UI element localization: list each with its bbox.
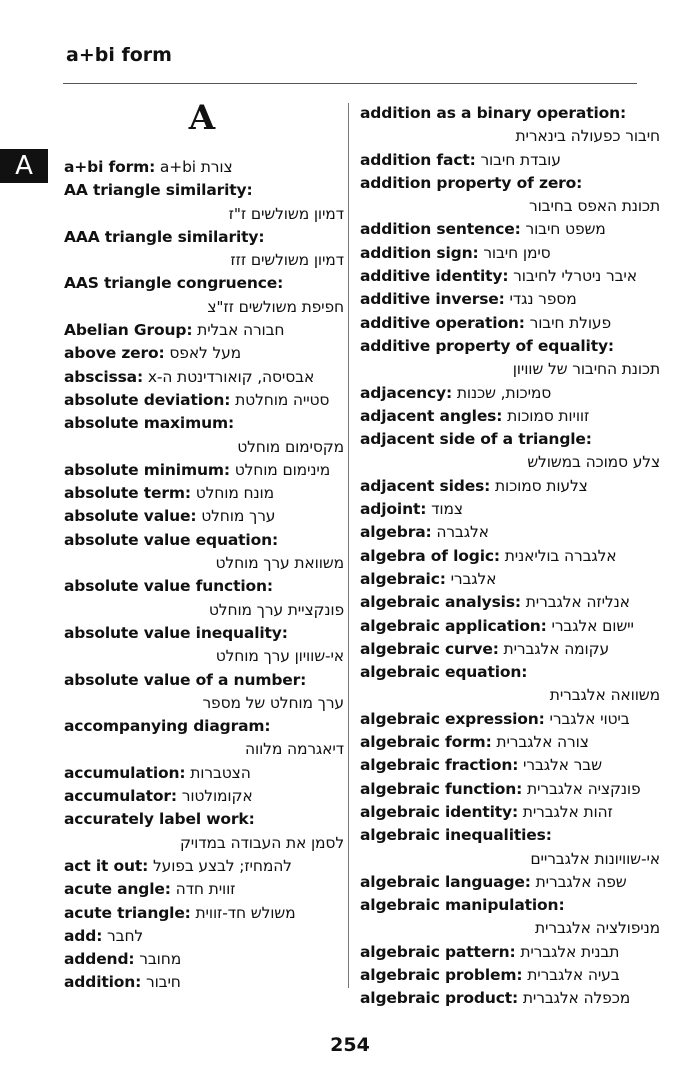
glossary-entry — [360, 335, 660, 382]
glossary-entry — [64, 715, 344, 762]
entry-term: absolute deviation: — [64, 390, 231, 409]
entry-translation: מכפלה אלגברית — [522, 989, 631, 1008]
entry-translation: לחבר — [107, 926, 144, 945]
entry-term: algebraic: — [360, 569, 446, 588]
glossary-entry — [360, 591, 660, 614]
glossary-entry — [64, 389, 344, 412]
glossary-entry — [64, 878, 344, 901]
entry-translation: פונקציה אלגברית — [527, 779, 641, 798]
entry-translation: משוואת ערך מוחלט — [215, 554, 344, 573]
entry-term: absolute value: — [64, 507, 197, 526]
entry-translation: פונקציית ערך מוחלט — [208, 600, 344, 619]
entry-translation: יישום אלגברי — [551, 616, 634, 635]
glossary-entry — [360, 172, 660, 219]
glossary-entry — [360, 987, 660, 1010]
entry-term: addend: — [64, 950, 135, 969]
entry-term: algebra of logic: — [360, 546, 500, 565]
glossary-entry — [360, 731, 660, 754]
entry-term: algebra: — [360, 523, 432, 542]
entry-translation: ערך מוחלט — [201, 507, 276, 526]
entry-term: accurately label work: — [64, 810, 255, 829]
entry-term: algebraic product: — [360, 989, 519, 1008]
glossary-entry — [360, 871, 660, 894]
glossary-entry — [64, 785, 344, 808]
entry-translation: חפיפת משולשים זז"צ — [207, 297, 344, 316]
entry-term: absolute value equation: — [64, 530, 279, 549]
entry-translation: אי-שוויונות אלגבריים — [530, 849, 660, 868]
entry-translation: דיאגרמה מלווה — [245, 740, 344, 759]
entry-term: absolute value of a number: — [64, 670, 307, 689]
glossary-entry — [360, 824, 660, 871]
entry-translation: צורה אלגברית — [496, 733, 589, 752]
entry-translation: דמיון משולשים זזז — [230, 251, 344, 270]
glossary-entry — [64, 156, 344, 179]
entry-translation: משוואה אלגברית — [549, 686, 660, 705]
glossary-entry — [64, 179, 344, 226]
entry-term: algebraic manipulation: — [360, 896, 565, 915]
entry-translation: פעולת חיבור — [529, 313, 611, 332]
glossary-entry — [64, 505, 344, 528]
column-divider — [348, 103, 349, 988]
entry-translation: מחובר — [139, 950, 182, 969]
entry-translation: מניפולציה אלגברית — [535, 919, 660, 938]
entry-term: algebraic function: — [360, 779, 523, 798]
glossary-entry — [64, 529, 344, 576]
entry-term: addition as a binary operation: — [360, 104, 627, 122]
entry-term: acute angle: — [64, 880, 171, 899]
glossary-entry — [360, 382, 660, 405]
glossary-entry — [64, 575, 344, 622]
entry-term: AAA triangle similarity: — [64, 227, 265, 246]
glossary-entry — [64, 366, 344, 389]
entry-term: adjacent angles: — [360, 406, 503, 425]
entry-term: algebraic identity: — [360, 802, 519, 821]
entry-term: addition property of zero: — [360, 173, 583, 192]
entry-term: addition fact: — [360, 150, 476, 169]
running-head: a+bi form — [66, 44, 172, 66]
entry-translation: אקומולטור — [181, 787, 253, 806]
entry-translation: משפט חיבור — [525, 220, 606, 239]
entry-term: adjacency: — [360, 383, 453, 402]
thumb-index-tab: A — [0, 149, 48, 183]
entry-term: algebraic application: — [360, 616, 547, 635]
entry-term: AA triangle similarity: — [64, 181, 253, 200]
glossary-entry — [360, 242, 660, 265]
entry-term: algebraic equation: — [360, 663, 528, 682]
left-column — [64, 156, 344, 995]
glossary-entry — [64, 459, 344, 482]
entry-term: AAS triangle congruence: — [64, 274, 284, 293]
glossary-entry — [64, 669, 344, 716]
glossary-entry — [360, 149, 660, 172]
entry-translation: זהות אלגברית — [522, 802, 613, 821]
entry-term: absolute value inequality: — [64, 623, 288, 642]
glossary-entry — [360, 521, 660, 544]
entry-translation: צורת a+bi — [159, 158, 233, 176]
entry-translation: דמיון משולשים ז"ז — [228, 204, 344, 223]
entry-term: abscissa: — [64, 367, 144, 386]
glossary-entry — [360, 475, 660, 498]
glossary-entry — [64, 342, 344, 365]
entry-translation: בעיה אלגברית — [527, 965, 620, 984]
right-column — [360, 102, 660, 1011]
entry-term: accompanying diagram: — [64, 717, 271, 736]
glossary-entry — [360, 964, 660, 987]
entry-term: a+bi form: — [64, 158, 156, 176]
entry-term: additive property of equality: — [360, 336, 614, 355]
glossary-entry — [360, 568, 660, 591]
entry-term: adjacent sides: — [360, 476, 491, 495]
entry-translation: איבר ניטרלי לחיבור — [513, 267, 637, 286]
entry-term: absolute term: — [64, 484, 191, 503]
entry-translation: זווית חדה — [175, 880, 236, 899]
entry-term: additive operation: — [360, 313, 525, 332]
glossary-entry — [360, 778, 660, 801]
glossary-entry — [360, 661, 660, 708]
glossary-entry — [360, 405, 660, 428]
entry-translation: אבסיסה, קואורדינטת ה-x — [147, 367, 315, 386]
entry-translation: מונח מוחלט — [195, 484, 274, 503]
entry-term: absolute value function: — [64, 577, 273, 596]
entry-translation: מינימום מוחלט — [234, 460, 331, 479]
glossary-entry — [64, 319, 344, 342]
entry-translation: תכונת החיבור של שוויון — [512, 360, 660, 379]
entry-term: accumulation: — [64, 763, 186, 782]
entry-translation: ערך מוחלט של מספר — [202, 693, 344, 712]
glossary-entry — [360, 801, 660, 824]
entry-translation: משולש חד-זווית — [195, 903, 296, 922]
glossary-entry — [360, 265, 660, 288]
glossary-entry — [360, 615, 660, 638]
entry-term: adjoint: — [360, 500, 427, 519]
glossary-entry — [64, 622, 344, 669]
entry-term: adjacent side of a triangle: — [360, 430, 592, 449]
entry-translation: להמחיז; לבצע בפועל — [153, 856, 292, 875]
entry-translation: הצטברות — [190, 763, 251, 782]
entry-translation: תכונת האפס בחיבור — [528, 197, 660, 216]
glossary-entry — [360, 941, 660, 964]
entry-term: Abelian Group: — [64, 321, 193, 340]
entry-term: algebraic expression: — [360, 709, 545, 728]
entry-translation: מקסימום מוחלט — [237, 437, 344, 456]
entry-term: algebraic analysis: — [360, 593, 521, 612]
entry-term: add: — [64, 926, 103, 945]
header-rule — [63, 83, 637, 84]
entry-translation: שבר אלגברי — [523, 756, 602, 775]
glossary-entry — [360, 638, 660, 661]
glossary-entry — [64, 226, 344, 273]
entry-translation: סטייה מוחלטת — [235, 390, 330, 409]
glossary-entry — [360, 312, 660, 335]
glossary-entry — [64, 925, 344, 948]
entry-translation: סימן חיבור — [483, 243, 551, 262]
entry-term: algebraic form: — [360, 733, 492, 752]
entry-translation: חיבור — [146, 973, 181, 992]
entry-translation: ביטוי אלגברי — [549, 709, 630, 728]
glossary-entry — [64, 412, 344, 459]
entry-translation: צמוד — [431, 500, 463, 519]
glossary-entry — [64, 971, 344, 994]
entry-translation: סמיכות, שכנות — [456, 383, 552, 402]
entry-translation: לסמן את העבודה במדויק — [179, 833, 344, 852]
entry-term: algebraic curve: — [360, 639, 499, 658]
section-letter-heading: A — [188, 98, 216, 138]
glossary-entry — [64, 948, 344, 971]
entry-translation: אנליזה אלגברית — [525, 593, 630, 612]
entry-translation: צלע סמוכה במשולש — [527, 453, 660, 472]
entry-term: additive inverse: — [360, 290, 505, 309]
entry-translation: עקומה אלגברית — [503, 639, 610, 658]
entry-term: algebraic problem: — [360, 965, 523, 984]
glossary-entry — [360, 102, 660, 149]
entry-term: algebraic pattern: — [360, 942, 516, 961]
entry-term: additive identity: — [360, 267, 509, 286]
entry-translation: חיבור כפעולה בינארית — [515, 127, 660, 146]
entry-translation: תבנית אלגברית — [520, 942, 620, 961]
entry-translation: צלעות סמוכות — [494, 476, 588, 495]
glossary-entry — [360, 708, 660, 731]
glossary-entry — [360, 545, 660, 568]
entry-term: algebraic inequalities: — [360, 826, 552, 845]
glossary-entry — [360, 218, 660, 241]
entry-translation: זוויות סמוכות — [507, 406, 590, 425]
glossary-entry — [64, 902, 344, 925]
entry-translation: מספר נגדי — [509, 290, 577, 309]
entry-translation: שפה אלגברית — [535, 872, 627, 891]
entry-term: act it out: — [64, 856, 149, 875]
entry-translation: אי-שוויון ערך מוחלט — [215, 647, 344, 666]
entry-translation: אלגברי — [450, 569, 497, 588]
glossary-entry — [64, 482, 344, 505]
glossary-entry — [64, 272, 344, 319]
entry-term: absolute minimum: — [64, 460, 230, 479]
entry-term: accumulator: — [64, 787, 177, 806]
glossary-entry — [360, 894, 660, 941]
entry-translation: אלגברה — [436, 523, 489, 542]
glossary-entry — [64, 855, 344, 878]
entry-term: addition sentence: — [360, 220, 521, 239]
entry-term: absolute maximum: — [64, 414, 235, 433]
page-number: 254 — [330, 1034, 370, 1056]
glossary-entry — [64, 762, 344, 785]
entry-term: algebraic fraction: — [360, 756, 519, 775]
entry-term: addition sign: — [360, 243, 479, 262]
entry-translation: חבורה אבלית — [197, 321, 285, 340]
glossary-entry — [360, 288, 660, 311]
glossary-entry — [64, 808, 344, 855]
entry-term: acute triangle: — [64, 903, 191, 922]
entry-term: addition: — [64, 973, 142, 992]
entry-translation: אלגברה בוליאנית — [504, 546, 617, 565]
glossary-entry — [360, 754, 660, 777]
glossary-entry — [360, 428, 660, 475]
entry-translation: עובדת חיבור — [480, 150, 561, 169]
entry-term: algebraic language: — [360, 872, 531, 891]
glossary-entry — [360, 498, 660, 521]
entry-translation: מעל לאפס — [169, 344, 242, 363]
entry-term: above zero: — [64, 344, 165, 363]
